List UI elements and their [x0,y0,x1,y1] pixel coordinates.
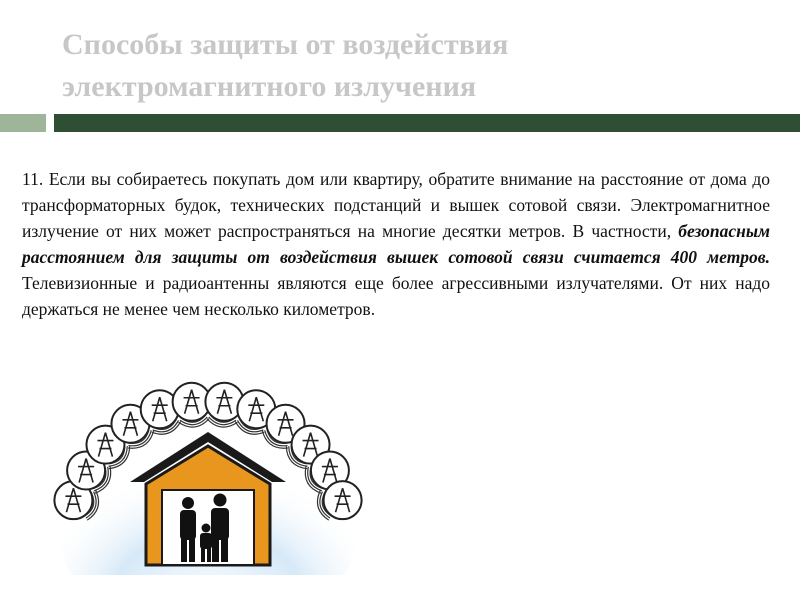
paragraph-text-1: 11. Если вы собираетесь покупать дом или квартиру, обратите внимание на расстояние от дома до трансформаторных будок, технических подстанций и вышек сотовой связи. Электромагнитное излучение от них может распространяться на многие десятки метров. В частности, [22,169,770,241]
title-line-2: электромагнитного излучения [62,70,477,103]
paragraph-text-2: Телевизионные и радиоантенны являются еще более агрессивными излучателями. От них надо держаться не менее чем несколько километров. [22,273,770,319]
slide-title [62,24,762,108]
paragraph-emphasis: безопасным расстоянием для защиты от воздействия вышек сотовой связи считается 400 метров. [22,221,770,267]
title-rule-accent [0,114,46,132]
emf-sources-illustration [50,360,365,575]
title-rule-bar [54,114,800,132]
body-paragraph [22,166,770,322]
title-line-1: Способы защиты от воздействия [62,28,509,61]
